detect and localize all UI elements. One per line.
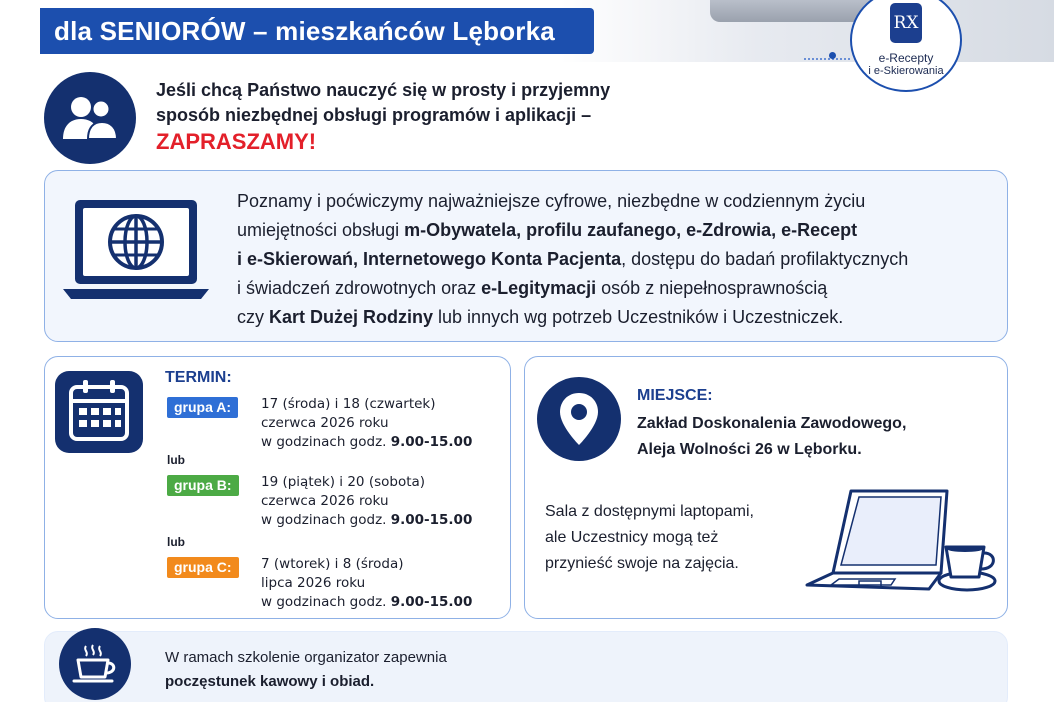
group-b-pill: grupa B: — [167, 475, 239, 496]
skills-line3: i e-Skierowań, Internetowego Konta Pacjenta, dostępu do badań profilaktycznych — [237, 249, 909, 269]
badge-line2: i e-Skierowania — [868, 65, 944, 77]
group-a-pill: grupa A: — [167, 397, 238, 418]
lub-1: lub — [167, 453, 185, 467]
intro-line2: sposób niezbędnej obsługi programów i aplikacji – — [156, 105, 592, 125]
skills-text — [237, 187, 977, 332]
catering-card — [44, 631, 1008, 702]
place-note: Sala z dostępnymi laptopami, ale Uczestnicy mogą też przynieść swoje na zajęcia. — [545, 503, 754, 572]
rx-phone-icon: RX — [890, 3, 922, 43]
group-c-text: 7 (wtorek) i 8 (środa) lipca 2026 roku w godzinach godz. 9.00-15.00 — [261, 556, 473, 610]
calendar-icon — [55, 371, 143, 453]
intro-text — [156, 78, 716, 155]
place-label: MIEJSCE: — [637, 387, 713, 404]
skills-card — [44, 170, 1008, 342]
intro-line1: Jeśli chcą Państwo nauczyć się w prosty i przyjemny — [156, 80, 611, 100]
skills-line5: czy Kart Dużej Rodziny lub innych wg potrzeb Uczestników i Uczestniczek. — [237, 307, 844, 327]
group-b-text: 19 (piątek) i 20 (sobota) czerwca 2026 roku w godzinach godz. 9.00-15.00 — [261, 474, 473, 528]
banner-title: dla SENIORÓW – mieszkańców Lęborka — [54, 15, 555, 46]
e-recepty-badge — [850, 0, 962, 92]
place-address: Zakład Doskonalenia Zawodowego, Aleja Wolności 26 w Lęborku. — [637, 415, 907, 458]
group-c-pill: grupa C: — [167, 557, 239, 578]
laptop-globe-icon — [61, 197, 211, 305]
skills-line1: Poznamy i poćwiczymy najważniejsze cyfrowe, niezbędne w codziennym życiu — [237, 191, 866, 211]
coffee-cup-icon — [59, 628, 131, 700]
schedule-card — [44, 356, 511, 619]
connector-dot — [829, 52, 836, 59]
location-pin-icon — [537, 377, 621, 461]
intro-cta: ZAPRASZAMY! — [156, 129, 317, 154]
skills-line4: i świadczeń zdrowotnych oraz e-Legitymacji osób z niepełnosprawnością — [237, 278, 828, 298]
termin-label: TERMIN: — [165, 369, 232, 386]
catering-text: W ramach szkolenie organizator zapewnia poczęstunek kawowy i obiad. — [165, 649, 447, 690]
group-a-text: 17 (środa) i 18 (czwartek) czerwca 2026 roku w godzinach godz. 9.00-15.00 — [261, 396, 473, 450]
badge-line1: e-Recepty — [878, 51, 934, 65]
location-card — [524, 356, 1008, 619]
lub-2: lub — [167, 535, 185, 549]
people-icon — [44, 72, 136, 164]
dotted-connector — [804, 58, 850, 62]
laptop-coffee-icon — [803, 485, 999, 603]
title-banner — [40, 8, 594, 54]
skills-line2: umiejętności obsługi m-Obywatela, profilu zaufanego, e-Zdrowia, e-Recept — [237, 220, 858, 240]
top-photo-background — [560, 0, 1054, 62]
